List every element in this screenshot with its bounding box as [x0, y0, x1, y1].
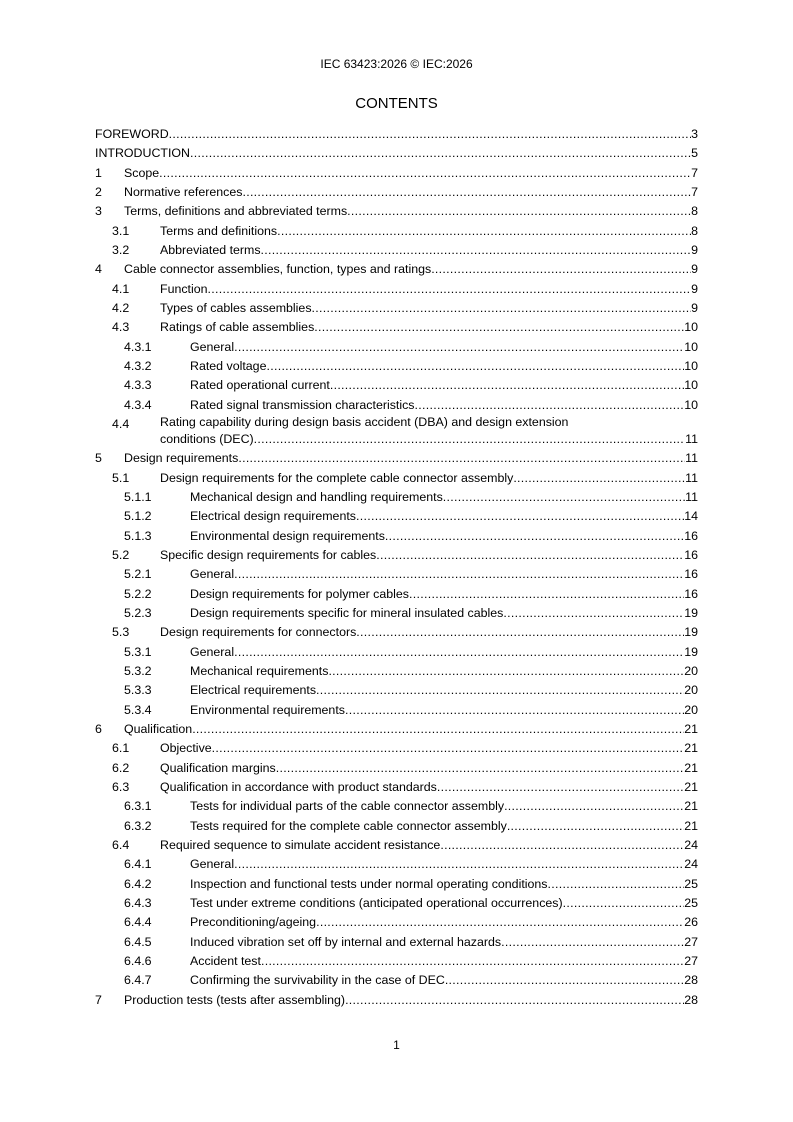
- toc-entry-page: 10: [684, 397, 698, 412]
- toc-entry-number: 6.4.5: [124, 934, 152, 949]
- toc-entry-number: 6.3: [112, 780, 130, 794]
- toc-entry-page: 11: [685, 470, 698, 485]
- toc-entry[interactable]: [95, 338, 698, 357]
- toc-entry-page: 21: [684, 721, 698, 736]
- toc-entry-number: 6.4.4: [124, 915, 152, 930]
- toc-entry-title: Test under extreme conditions (anticipated operational occurrences): [190, 896, 563, 911]
- toc-entry-title: Design requirements for connectors: [160, 625, 357, 640]
- toc-entry-number: 6.3.1: [124, 799, 152, 814]
- toc-entry-number: 4.2: [112, 301, 130, 316]
- toc-entry[interactable]: [95, 357, 698, 376]
- toc-entry[interactable]: [95, 527, 698, 546]
- toc-entry-title: Terms, definitions and abbreviated terms: [124, 204, 348, 219]
- toc-entry-number: 4.3.3: [124, 378, 152, 393]
- toc-entry-title: Normative references: [124, 185, 243, 200]
- toc-entry[interactable]: [95, 585, 698, 604]
- toc-entry-page: 8: [691, 223, 698, 238]
- toc-leader-dots: [314, 318, 684, 337]
- toc-entry[interactable]: [95, 701, 698, 720]
- toc-entry-page: 9: [691, 243, 698, 258]
- toc-entry-number: 6.2: [112, 760, 130, 775]
- toc-entry-number: 6.3.2: [124, 818, 152, 833]
- toc-entry-page: 14: [684, 509, 698, 524]
- toc-entry[interactable]: [95, 971, 698, 990]
- toc-entry-title: Design requirements for the complete cable connector assembly: [160, 470, 514, 485]
- toc-entry-title: Tests required for the complete cable connector assembly: [190, 818, 507, 833]
- toc-leader-dots: [356, 507, 684, 526]
- toc-leader-dots: [345, 701, 684, 720]
- toc-entry-title: Production tests (tests after assembling): [124, 992, 346, 1007]
- toc-entry-title: General: [190, 644, 235, 659]
- toc-entry-title: Cable connector assemblies, function, types and ratings: [124, 262, 432, 277]
- toc-entry[interactable]: [95, 836, 698, 855]
- toc-entry-number: 1: [95, 165, 102, 180]
- toc-leader-dots: [276, 759, 685, 778]
- toc-entry-page: 20: [684, 702, 698, 717]
- toc-entry-page: 9: [691, 301, 698, 316]
- toc-entry-page: 10: [684, 378, 698, 393]
- toc-leader-dots: [330, 376, 684, 395]
- toc-leader-dots: [312, 299, 692, 318]
- toc-leader-dots: [356, 623, 684, 642]
- toc-entry-number: 5.1.1: [124, 489, 152, 504]
- toc-leader-dots: [437, 778, 684, 797]
- toc-entry-title: General: [190, 857, 235, 872]
- toc-entry-number: 6.4: [112, 838, 130, 853]
- toc-entry-title: Specific design requirements for cables: [160, 547, 377, 562]
- toc-entry-number: 6.4.3: [124, 896, 152, 911]
- toc-entry[interactable]: [95, 739, 698, 758]
- toc-entry-title: Mechanical design and handling requirements: [190, 489, 443, 504]
- toc-entry-title: Rated signal transmission characteristics: [190, 397, 415, 412]
- toc-leader-dots: [169, 125, 691, 144]
- toc-entry-page: 28: [684, 992, 698, 1007]
- toc-entry-title-line1: Rating capability during design basis accident (DBA) and design extension: [160, 415, 569, 430]
- toc-entry-number: 5.3.4: [124, 702, 152, 717]
- toc-entry-page: 25: [684, 896, 698, 911]
- toc-entry-page: 24: [684, 838, 698, 853]
- toc-entry-page: 21: [684, 799, 698, 814]
- toc-leader-dots: [266, 357, 684, 376]
- toc-entry-page: 19: [684, 625, 698, 640]
- toc-leader-dots: [234, 855, 684, 874]
- toc-entry-page: 20: [684, 683, 698, 698]
- toc-entry[interactable]: [95, 202, 698, 221]
- toc-leader-dots: [443, 488, 685, 507]
- toc-entry-title: Inspection and functional tests under normal operating conditions: [190, 876, 548, 891]
- toc-entry[interactable]: [95, 604, 698, 623]
- toc-entry-page: 21: [684, 760, 698, 775]
- toc-leader-dots: [548, 875, 685, 894]
- toc-entry-title: Electrical requirements: [190, 683, 317, 698]
- toc-entry-number: 5.2.3: [124, 605, 152, 620]
- toc-entry-title: Tests for individual parts of the cable connector assembly: [190, 799, 505, 814]
- toc-entry-title: INTRODUCTION: [95, 146, 190, 161]
- toc-leader-dots: [347, 202, 691, 221]
- toc-entry[interactable]: [95, 376, 698, 395]
- toc-entry[interactable]: [95, 817, 698, 836]
- toc-entry[interactable]: [95, 681, 698, 700]
- toc-leader-dots: [261, 952, 684, 971]
- toc-entry-page: 7: [691, 165, 698, 180]
- toc-leader-dots: [238, 449, 685, 468]
- toc-entry-page: 5: [691, 146, 698, 161]
- toc-entry-page: 7: [691, 185, 698, 200]
- toc-leader-dots: [445, 971, 684, 990]
- toc-entry-page: 16: [684, 547, 698, 562]
- toc-entry[interactable]: [95, 280, 698, 299]
- toc-entry-page: 25: [684, 876, 698, 891]
- toc-entry[interactable]: [95, 933, 698, 952]
- toc-leader-dots: [212, 739, 685, 758]
- toc-entry-page: 16: [684, 567, 698, 582]
- toc-entry-title: General: [190, 339, 235, 354]
- toc-entry-title: Environmental requirements: [190, 702, 345, 717]
- toc-leader-dots: [504, 797, 684, 816]
- toc-leader-dots: [234, 338, 684, 357]
- toc-entry-page: 21: [684, 780, 698, 794]
- toc-entry-title: Mechanical requirements: [190, 663, 329, 678]
- toc-entry-page: 11: [685, 489, 698, 504]
- toc-entry-page: 26: [684, 915, 698, 930]
- toc-leader-dots: [254, 430, 685, 449]
- toc-leader-dots: [234, 565, 684, 584]
- toc-leader-dots: [503, 604, 684, 623]
- toc-entry-number: 6.1: [112, 741, 130, 756]
- toc-entry-page: 9: [691, 262, 698, 277]
- toc-leader-dots: [376, 546, 684, 565]
- toc-entry-number: 3: [95, 204, 102, 219]
- page-title: CONTENTS: [355, 95, 438, 112]
- toc-leader-dots: [316, 681, 684, 700]
- toc-entry[interactable]: [95, 469, 698, 488]
- toc-entry-title: FOREWORD: [95, 127, 169, 141]
- toc-entry-number: 6.4.1: [124, 857, 152, 872]
- toc-leader-dots: [513, 469, 685, 488]
- table-of-contents: [95, 125, 698, 1010]
- toc-entry-title: Abbreviated terms: [160, 243, 261, 258]
- toc-entry[interactable]: [95, 643, 698, 662]
- toc-entry-title: Rated voltage: [190, 359, 267, 374]
- toc-entry-title: Terms and definitions: [160, 223, 278, 238]
- toc-entry-number: 5.3.3: [124, 683, 152, 698]
- toc-entry-number: 5.2.1: [124, 567, 152, 582]
- toc-entry-title: Objective: [160, 741, 212, 756]
- toc-entry-number: 4.3.4: [124, 397, 152, 412]
- toc-entry-title: Types of cables assemblies: [160, 301, 312, 316]
- toc-leader-dots: [261, 241, 692, 260]
- toc-entry-page: 16: [684, 528, 698, 543]
- toc-entry[interactable]: [95, 720, 698, 739]
- toc-entry[interactable]: [95, 797, 698, 816]
- toc-entry-number: 5.1.3: [124, 528, 152, 543]
- toc-entry-number: 6.4.2: [124, 876, 152, 891]
- toc-entry[interactable]: [95, 875, 698, 894]
- toc-entry-page: 10: [684, 359, 698, 374]
- toc-entry-title: Confirming the survivability in the case of DEC: [190, 973, 445, 988]
- toc-entry-page: 3: [691, 127, 698, 141]
- toc-entry-title: Rated operational current: [190, 378, 330, 393]
- toc-entry[interactable]: [95, 241, 698, 260]
- toc-entry-number: 4.4: [112, 417, 130, 432]
- toc-entry-title: Qualification: [124, 721, 193, 736]
- toc-entry-page: 19: [684, 605, 698, 620]
- toc-entry[interactable]: [95, 662, 698, 681]
- toc-leader-dots: [507, 817, 684, 836]
- toc-entry-title: General: [190, 567, 235, 582]
- toc-leader-dots: [192, 720, 684, 739]
- toc-entry[interactable]: [95, 488, 698, 507]
- toc-leader-dots: [431, 260, 691, 279]
- toc-leader-dots: [242, 183, 691, 202]
- toc-entry-title: Function: [160, 281, 208, 296]
- toc-entry[interactable]: [95, 144, 698, 163]
- toc-entry-title: Electrical design requirements: [190, 509, 356, 524]
- toc-entry[interactable]: [95, 164, 698, 183]
- toc-entry[interactable]: [95, 952, 698, 971]
- toc-entry-page: 24: [684, 857, 698, 872]
- toc-leader-dots: [328, 662, 684, 681]
- toc-entry-title: Required sequence to simulate accident resistance: [160, 838, 441, 853]
- toc-entry-page: 19: [684, 644, 698, 659]
- toc-leader-dots: [277, 222, 691, 241]
- toc-entry-page: 9: [691, 281, 698, 296]
- toc-entry-number: 5.1.2: [124, 509, 152, 524]
- toc-entry-number: 5.2: [112, 547, 130, 562]
- toc-entry-title: Qualification margins: [160, 760, 276, 775]
- toc-entry-page: 10: [684, 320, 698, 335]
- toc-entry-title: conditions (DEC): [160, 432, 254, 447]
- toc-leader-dots: [563, 894, 685, 913]
- document-header: IEC 63423:2026 © IEC:2026: [320, 57, 473, 71]
- toc-entry-page: 11: [685, 432, 698, 447]
- toc-entry-number: 4.1: [112, 281, 130, 296]
- toc-entry-number: 5.2.2: [124, 586, 152, 601]
- toc-entry[interactable]: [95, 222, 698, 241]
- toc-entry-page: 20: [684, 663, 698, 678]
- toc-entry-number: 6: [95, 721, 102, 736]
- toc-entry-number: 5.1: [112, 470, 130, 485]
- toc-leader-dots: [385, 527, 684, 546]
- toc-entry-title: Scope: [124, 165, 160, 180]
- toc-leader-dots: [234, 643, 684, 662]
- toc-leader-dots: [409, 585, 684, 604]
- toc-entry[interactable]: [95, 449, 698, 468]
- toc-entry-number: 5.3: [112, 625, 130, 640]
- toc-entry-number: 6.4.7: [124, 973, 152, 988]
- toc-entry-number: 5: [95, 451, 102, 466]
- toc-entry[interactable]: [95, 759, 698, 778]
- toc-entry-number: 2: [95, 185, 102, 200]
- toc-leader-dots: [501, 933, 684, 952]
- page-number: 1: [393, 1038, 400, 1052]
- toc-entry-number: 4.3.1: [124, 339, 152, 354]
- toc-entry[interactable]: [95, 913, 698, 932]
- toc-entry-title: Design requirements for polymer cables: [190, 586, 409, 601]
- toc-entry[interactable]: [95, 125, 698, 144]
- toc-entry[interactable]: [95, 565, 698, 584]
- toc-entry-title: Accident test: [190, 954, 261, 969]
- toc-entry-page: 11: [685, 451, 698, 466]
- toc-entry-title: Design requirements: [124, 451, 239, 466]
- toc-leader-dots: [316, 913, 684, 932]
- toc-entry-page: 27: [684, 934, 698, 949]
- toc-entry-title: Design requirements specific for mineral insulated cables: [190, 605, 504, 620]
- toc-entry-title: Induced vibration set off by internal and external hazards: [190, 934, 502, 949]
- toc-leader-dots: [190, 144, 691, 163]
- toc-entry-number: 5.3.1: [124, 644, 152, 659]
- toc-entry-number: 6.4.6: [124, 954, 152, 969]
- toc-entry[interactable]: [95, 318, 698, 337]
- toc-leader-dots: [345, 991, 684, 1010]
- toc-entry[interactable]: [95, 546, 698, 565]
- toc-entry[interactable]: [95, 415, 698, 449]
- toc-entry[interactable]: [95, 260, 698, 279]
- toc-entry[interactable]: [95, 991, 698, 1010]
- toc-leader-dots: [159, 164, 691, 183]
- toc-entry[interactable]: [95, 855, 698, 874]
- toc-entry-number: 4.3.2: [124, 359, 152, 374]
- toc-entry[interactable]: [95, 183, 698, 202]
- toc-entry-number: 4: [95, 262, 102, 277]
- toc-entry-title: Preconditioning/ageing: [190, 915, 317, 930]
- toc-entry-number: 7: [95, 992, 102, 1007]
- toc-entry[interactable]: [95, 894, 698, 913]
- toc-entry-title: Environmental design requirements: [190, 528, 385, 543]
- toc-entry[interactable]: [95, 778, 698, 797]
- toc-entry-number: 4.3: [112, 320, 130, 335]
- toc-entry-page: 10: [684, 339, 698, 354]
- toc-entry-page: 28: [684, 973, 698, 988]
- toc-entry-number: 3.2: [112, 243, 130, 258]
- toc-entry-title: Qualification in accordance with product standards: [160, 780, 437, 794]
- toc-entry-number: 5.3.2: [124, 663, 152, 678]
- toc-leader-dots: [440, 836, 684, 855]
- toc-entry-page: 21: [684, 818, 698, 833]
- toc-entry[interactable]: [95, 507, 698, 526]
- toc-entry-title: Ratings of cable assemblies: [160, 320, 315, 335]
- toc-entry[interactable]: [95, 299, 698, 318]
- toc-entry-page: 27: [684, 954, 698, 969]
- toc-leader-dots: [208, 280, 692, 299]
- toc-entry-page: 16: [684, 586, 698, 601]
- toc-entry-page: 8: [691, 204, 698, 219]
- toc-entry-number: 3.1: [112, 223, 130, 238]
- toc-entry[interactable]: [95, 623, 698, 642]
- toc-entry-page: 21: [684, 741, 698, 756]
